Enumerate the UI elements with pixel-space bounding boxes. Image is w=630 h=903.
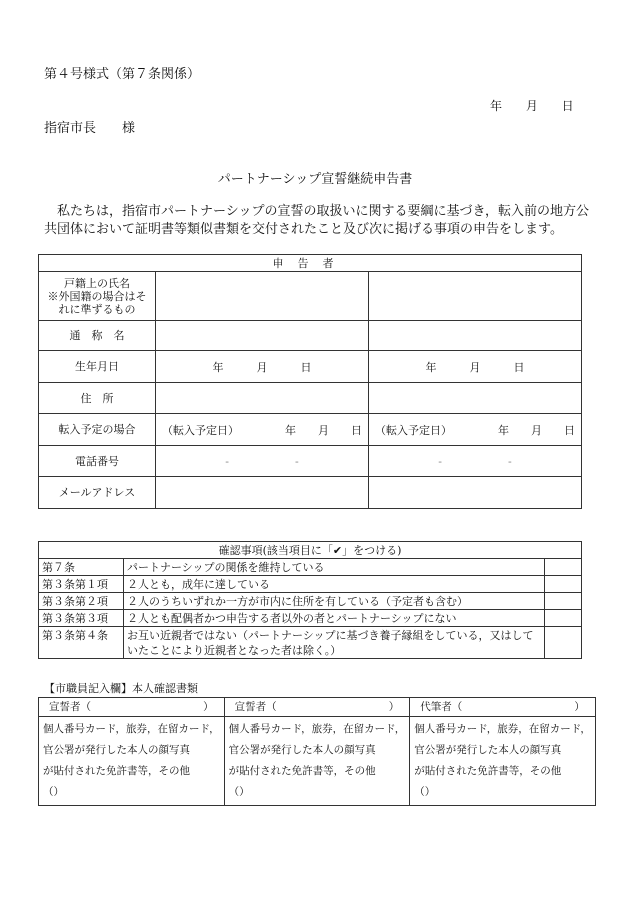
alias-field-1[interactable] bbox=[156, 321, 369, 351]
proxy-writer-docs[interactable] bbox=[410, 717, 596, 806]
doc-line: 個人番号カード，旅券，在留カード， bbox=[228, 723, 406, 735]
article-label: 第３条第３項 bbox=[39, 610, 124, 627]
item-text: パートナーシップの関係を維持している bbox=[124, 559, 545, 576]
birthdate-field-2[interactable]: 年 月 日 bbox=[369, 351, 582, 383]
row-legal-name-label bbox=[39, 272, 156, 321]
item-text: ２人とも配偶者かつ申告する者以外の者とパートナーシップにない bbox=[124, 610, 545, 627]
column-close: ） bbox=[203, 701, 214, 713]
check-box[interactable] bbox=[545, 593, 582, 610]
move-in-prefix: （転入予定日） bbox=[162, 423, 239, 437]
paren-open: （ bbox=[414, 786, 425, 798]
doc-line: 個人番号カード，旅券，在留カード， bbox=[414, 723, 591, 735]
item-text: ２人のうちいずれか一方が市内に住所を有している（予定者も含む） bbox=[124, 593, 545, 610]
paren-close: ） bbox=[239, 786, 250, 798]
pledger-1-header bbox=[39, 698, 225, 717]
doc-line: 個人番号カード，旅券，在留カード， bbox=[43, 723, 220, 735]
move-in-field-2[interactable] bbox=[369, 414, 582, 446]
row-email-label: メールアドレス bbox=[39, 477, 156, 509]
check-box[interactable] bbox=[545, 610, 582, 627]
date-line: 年 月 日 bbox=[490, 99, 574, 113]
birthdate-field-1[interactable]: 年 月 日 bbox=[156, 351, 369, 383]
check-box[interactable] bbox=[545, 576, 582, 593]
row-birthdate-label: 生年月日 bbox=[39, 351, 156, 383]
form-number: 第４号様式（第７条関係） bbox=[44, 67, 201, 82]
confirmation-header: 確認事項(該当項目に「✔」をつける) bbox=[39, 542, 582, 559]
column-title: 宣誓者（ bbox=[49, 701, 91, 713]
address-field-1[interactable] bbox=[156, 383, 369, 414]
row-alias-label: 通 称 名 bbox=[39, 321, 156, 351]
identity-docs-table bbox=[38, 697, 596, 806]
move-in-date: 年 月 日 bbox=[498, 423, 575, 437]
doc-line: 官公署が発行した本人の顔写真 bbox=[228, 744, 376, 756]
paren-close: ） bbox=[424, 786, 436, 798]
column-title: 宣誓者（ bbox=[234, 701, 277, 713]
doc-line: が貼付された免許書等，その他 bbox=[228, 765, 376, 777]
article-label: 第３条第１項 bbox=[39, 576, 124, 593]
item-text: お互い近親者ではない（パートナーシップに基づき養子縁組をしている，又はしていたことにより近親者となった者は除く。） bbox=[124, 627, 545, 659]
article-label: 第７条 bbox=[39, 559, 124, 576]
legal-name-field-2[interactable] bbox=[369, 272, 582, 321]
pledger-2-docs[interactable] bbox=[224, 717, 410, 806]
move-in-prefix: （転入予定日） bbox=[375, 423, 452, 437]
pledger-1-docs[interactable] bbox=[39, 717, 225, 806]
label-line: れに準ずるもの bbox=[58, 302, 136, 316]
row-address-label: 住 所 bbox=[39, 383, 156, 414]
row-phone-label: 電話番号 bbox=[39, 446, 156, 477]
applicant-table bbox=[38, 254, 582, 509]
doc-line: が貼付された免許書等，その他 bbox=[414, 765, 562, 777]
addressee: 指宿市長 様 bbox=[44, 121, 136, 136]
alias-field-2[interactable] bbox=[369, 321, 582, 351]
email-field-1[interactable] bbox=[156, 477, 369, 509]
applicant-table-header: 申告者 bbox=[39, 255, 582, 272]
doc-line: が貼付された免許書等，その他 bbox=[43, 765, 190, 777]
label-line: 戸籍上の氏名 bbox=[64, 276, 130, 290]
pledger-2-header bbox=[224, 698, 410, 717]
paren-close: ） bbox=[53, 786, 64, 798]
label-line: ※外国籍の場合はそ bbox=[47, 289, 147, 303]
check-box[interactable] bbox=[545, 627, 582, 659]
move-in-date: 年 月 日 bbox=[285, 423, 362, 437]
column-title: 代筆者（ bbox=[420, 701, 463, 713]
clerk-section-label: 【市職員記入欄】本人確認書類 bbox=[44, 682, 198, 695]
legal-name-field-1[interactable] bbox=[156, 272, 369, 321]
intro-paragraph: 私たちは，指宿市パートナーシップの宣誓の取扱いに関する要綱に基づき，転入前の地方公共団体において証明書等類似書類を交付されたこと及び次に掲げる事項の申告をします。 bbox=[44, 204, 589, 237]
confirmation-table bbox=[38, 541, 582, 659]
paren-open: （ bbox=[43, 786, 54, 798]
email-field-2[interactable] bbox=[369, 477, 582, 509]
check-box[interactable] bbox=[545, 559, 582, 576]
column-close: ） bbox=[574, 701, 585, 713]
proxy-writer-header bbox=[410, 698, 596, 717]
doc-line: 官公署が発行した本人の顔写真 bbox=[43, 744, 190, 756]
paren-open: （ bbox=[228, 786, 240, 798]
row-move-in-label: 転入予定の場合 bbox=[39, 414, 156, 446]
item-text: ２人とも，成年に達している bbox=[124, 576, 545, 593]
phone-field-2[interactable]: - - bbox=[369, 446, 582, 477]
address-field-2[interactable] bbox=[369, 383, 582, 414]
phone-field-1[interactable]: - - bbox=[156, 446, 369, 477]
column-close: ） bbox=[388, 701, 400, 713]
doc-line: 官公署が発行した本人の顔写真 bbox=[414, 744, 562, 756]
move-in-field-1[interactable] bbox=[156, 414, 369, 446]
article-label: 第３条第２項 bbox=[39, 593, 124, 610]
article-label: 第３条第４条 bbox=[39, 627, 124, 659]
document-title: パートナーシップ宣誓継続申告書 bbox=[217, 172, 413, 187]
